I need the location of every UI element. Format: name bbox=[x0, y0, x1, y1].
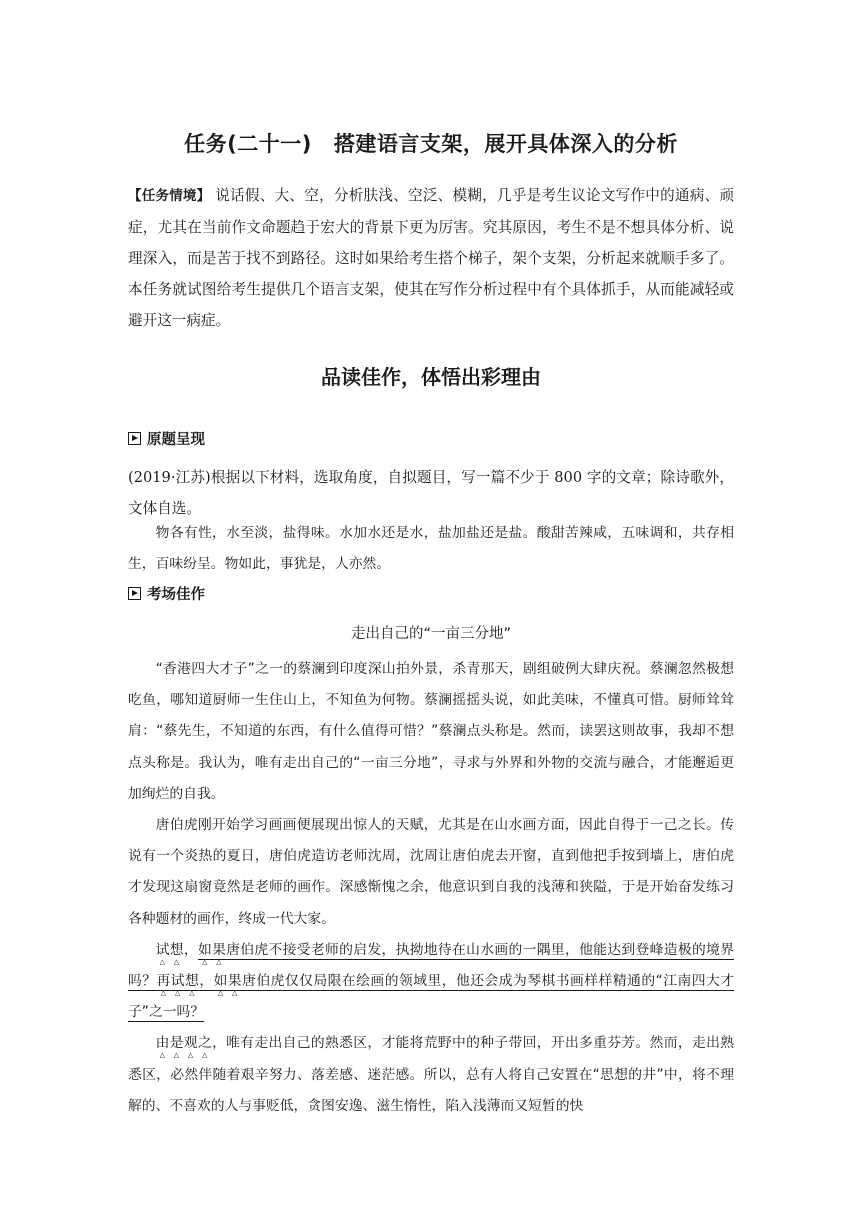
situation-label: 【任务情境】 bbox=[128, 188, 211, 204]
prompt-text: (2019·江苏)根据以下材料，选取角度，自拟题目，写一篇不少于 800 字的文章；除诗歌外，文体自选。 bbox=[128, 469, 734, 517]
emphasis-text: 由是观之 bbox=[155, 1035, 213, 1052]
emphasis-text: 试想 bbox=[155, 941, 184, 958]
essay-heading bbox=[128, 583, 205, 604]
essay-title: 走出自己的“一亩三分地” bbox=[350, 626, 512, 642]
emphasis-text: 如果 bbox=[197, 941, 227, 958]
essay-heading-label: 考场佳作 bbox=[147, 587, 205, 603]
original-heading-label: 原题呈现 bbox=[147, 432, 205, 448]
original-heading bbox=[128, 428, 205, 449]
essay-body bbox=[128, 654, 734, 1122]
task-subtitle: 搭建语言支架，展开具体深入的分析 bbox=[333, 132, 678, 156]
play-icon bbox=[128, 432, 141, 445]
essay-paragraph: 试想，如果唐伯虎不接受老师的启发，执拗地待在山水画的一隅里，他能达到登峰造极的境界吗？再试想，如果唐伯虎仅仅局限在绘画的领域里，他还会成为琴棋书画样样精通的“江南四大才子”之一吗？ bbox=[128, 941, 735, 1021]
essay-paragraph: 唐伯虎刚开始学习画画便展现出惊人的天赋，尤其是在山水画方面，因此自得于一己之长。传说有一个炎热的夏日，唐伯虎造访老师沈周，沈周让唐伯虎去开窗，直到他把手按到墙上，唐伯虎才发现这扇窗竟然是老师的画作。深感惭愧之余，他意识到自我的浅薄和狭隘，于是开始奋发练习各种题材的画作，终成一代大家。 bbox=[128, 817, 734, 927]
emphasis-text: 如果 bbox=[213, 973, 243, 990]
essay-paragraph: “香港四大才子”之一的蔡澜到印度深山拍外景，杀青那天，剧组破例大肆庆祝。蔡澜忽然极想吃鱼，哪知道厨师一生住山上，不知鱼为何物。蔡澜摇摇头说，如此美味，不懂真可惜。厨师耸耸肩：“蔡先生，不知道的东西，有什么值得可惜？”蔡澜点头称是。然而，读罢这则故事，我却不想点头称是。我认为，唯有走出自己的“一亩三分地”，寻求与外界和外物的交流与融合，才能邂逅更加绚烂的自我。 bbox=[128, 661, 734, 802]
section-title: 品读佳作，体悟出彩理由 bbox=[321, 365, 541, 389]
material-text: 物各有性，水至淡，盐得味。水加水还是水，盐加盐还是盐。酸甜苦辣咸，五味调和，共存相生，百味纷呈。物如此，事犹是，人亦然。 bbox=[128, 525, 734, 572]
task-number: 任务(二十一) bbox=[184, 132, 312, 156]
task-situation bbox=[128, 180, 734, 336]
underlined-text: 唐伯虎不接受老师的启发，执拗地待在山水画的一隅里，他能达到登峰造极的境界吗？ bbox=[128, 941, 735, 990]
task-title bbox=[128, 128, 734, 158]
situation-text: 说话假、大、空，分析肤浅、空泛、模糊，几乎是考生议论文写作中的通病、顽症，尤其在当前作文命题趋于宏大的背景下更为厉害。究其原因，考生不是不想具体分析、说理深入，而是苦于找不到路径。这时如果给考生搭个梯子，架个支架，分析起来就顺手多了。本任务就试图给考生提供几个语言支架，使其在写作分析过程中有个具体抓手，从而能减轻或避开这一病症。 bbox=[128, 187, 734, 329]
underlined-text: 唐伯虎仅仅局限在绘画的领域里，他还会成为琴棋书画样样精通的“江南四大才子”之一吗？ bbox=[128, 973, 735, 1021]
play-icon bbox=[128, 587, 141, 600]
emphasis-text: 再试想 bbox=[156, 973, 200, 990]
essay-paragraph: 由是观之，唯有走出自己的熟悉区，才能将荒野中的种子带回，开出多重芬芳。然而，走出熟悉区，必然伴随着艰辛努力、落差感、迷茫感。所以，总有人将自己安置在“思想的井”中，将不理解的、不喜欢的人与事贬低，贪图安逸、滋生惰性，陷入浅薄而又短暂的快 bbox=[128, 1035, 735, 1114]
